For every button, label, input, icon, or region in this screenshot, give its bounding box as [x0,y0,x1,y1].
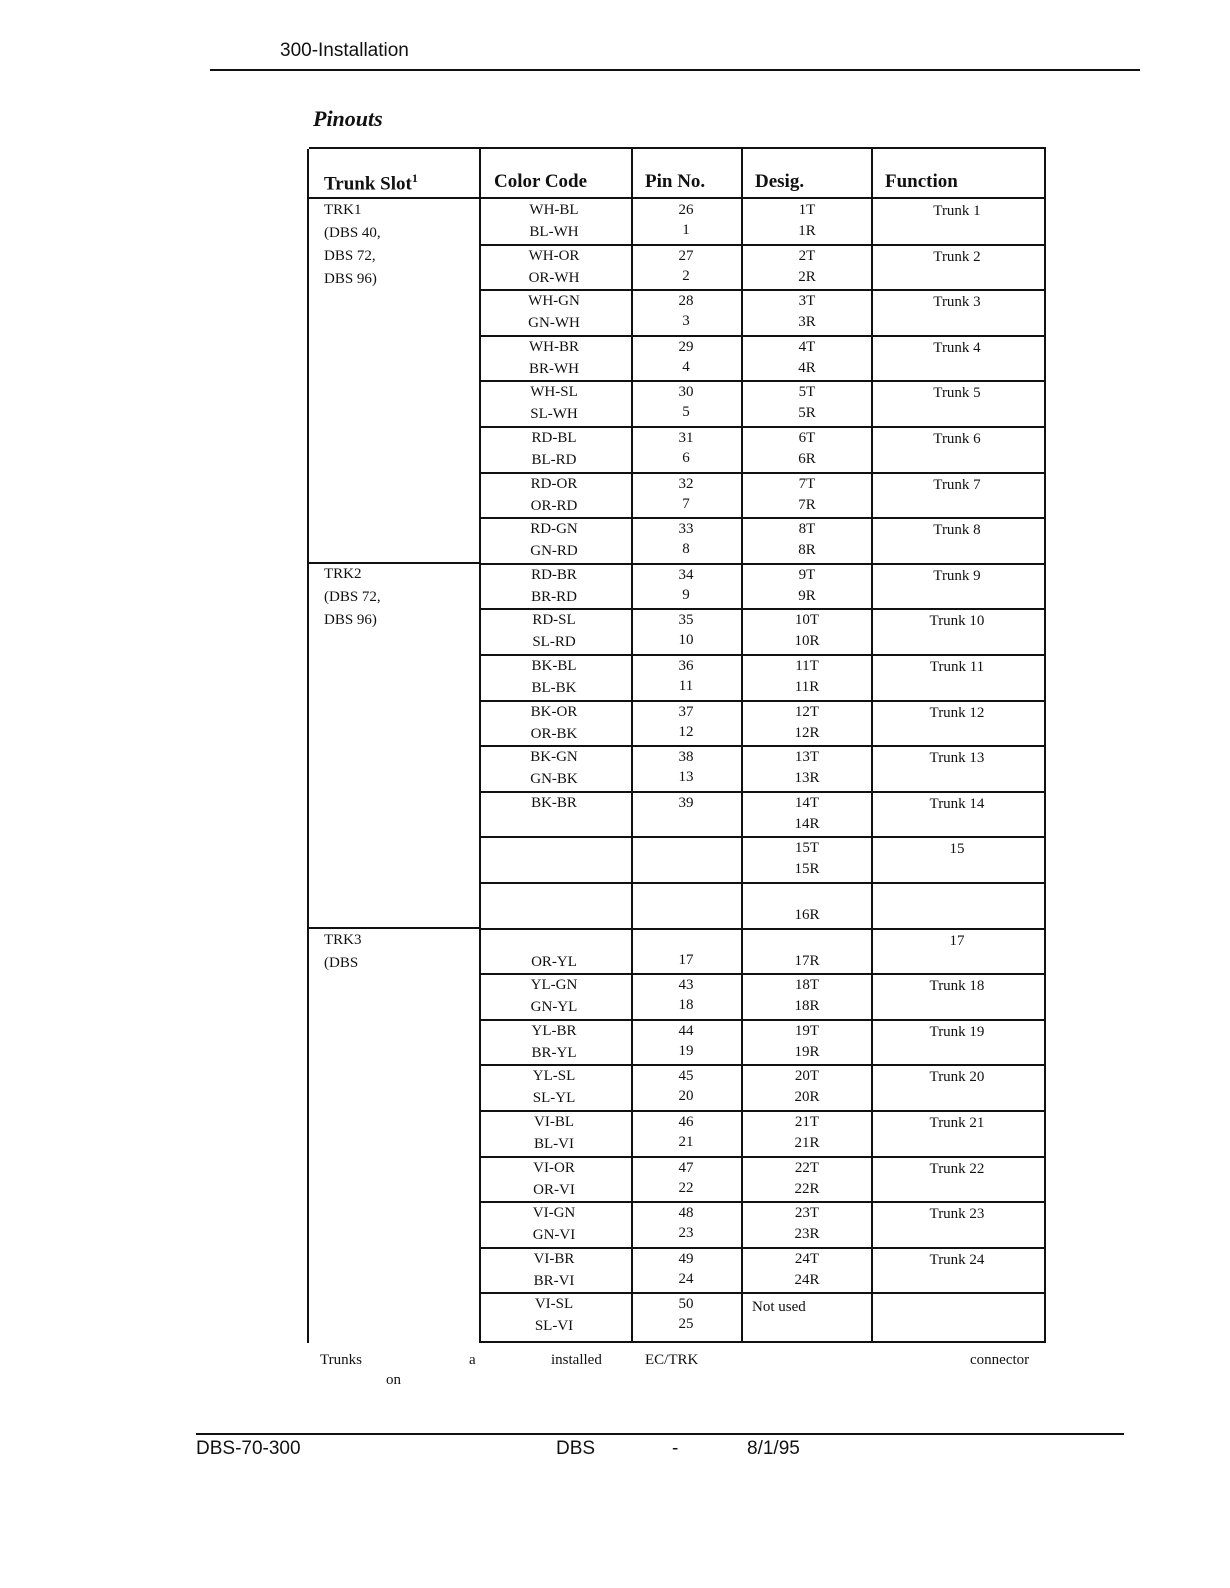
designation-cell: 13T [794,749,820,766]
designation-cell: 6R [798,451,816,467]
header-underline [309,197,1044,199]
color-code-cell: OR-RD [530,497,578,514]
function-cell: Trunk 11 [929,659,985,675]
pin-number-cell: 39 [678,794,694,811]
color-code-cell: OR-YL [531,953,577,970]
color-code-cell: WH-BR [529,338,579,355]
color-code-cell: YL-SL [532,1068,576,1085]
pin-number-cell: 38 [678,749,694,766]
slot-trk1 [324,199,381,291]
function-cell: Trunk 2 [933,248,981,265]
footnote-marker: 1 [411,171,418,185]
color-code-cell: SL-RD [532,634,576,651]
designation-cell: 17R [794,952,820,969]
color-code-cell: OR-WH [528,269,580,286]
slot-trk1-line: DBS 72, [324,248,376,264]
designation-cell: 8T [798,521,816,538]
color-code-cell: RD-BR [531,566,577,583]
function-cell: Trunk 20 [929,1069,985,1086]
function-cell: Trunk 24 [929,1251,985,1268]
row-separator [479,426,1044,428]
row-separator [479,791,1044,793]
color-code-cell: BR-VI [533,1272,575,1289]
pin-number-cell: 27 [678,247,694,264]
designation-cell: 24T [794,1250,820,1267]
row-separator [479,289,1044,291]
footer-rule [196,1433,1124,1435]
color-code-cell: BK-GN [530,749,578,766]
row-separator [479,380,1044,382]
designation-cell: 19R [794,1043,820,1060]
color-code-cell: WH-GN [528,293,580,310]
pin-number-cell: 23 [678,1225,694,1242]
designation-cell: 1T [798,202,816,218]
pin-number-cell: 26 [678,202,694,218]
function-cell: Trunk 22 [929,1160,985,1177]
row-separator [479,1064,1044,1066]
row-separator [479,1110,1044,1112]
row-separator [479,563,1044,565]
function-cell: Trunk 5 [933,385,981,402]
pin-number-cell: 21 [678,1134,694,1150]
row-separator [479,745,1044,747]
color-code-cell: GN-BK [530,771,578,788]
color-code-cell: RD-BL [531,430,577,446]
color-code-cell: BL-BK [531,680,577,696]
designation-cell: 18T [794,977,820,994]
pin-number-cell: 19 [678,1042,694,1059]
pin-number-cell: 37 [678,703,694,720]
designation-cell: 12R [794,724,820,741]
color-code-cell: BL-WH [529,224,579,240]
function-cell: Trunk 1 [933,203,981,219]
pin-number-cell: 7 [682,495,690,512]
pin-number-cell: 33 [678,521,694,538]
row-separator [479,836,1044,838]
designation-cell: 6T [798,430,816,446]
designation-cell: 20R [794,1089,820,1106]
color-code-cell: YL-GN [530,977,578,994]
pin-number-cell: 29 [678,338,694,355]
function-cell: Trunk 7 [933,476,981,493]
slot-trk2 [324,563,381,632]
designation-cell: 9R [798,587,816,604]
table-left-border [307,149,309,1343]
color-code-cell: VI-GN [532,1205,576,1222]
row-separator [479,928,1044,930]
footnote-word: installed [551,1352,602,1368]
pin-number-cell: 11 [678,678,694,694]
designation-cell: 13R [794,770,820,787]
row-separator [479,517,1044,519]
pin-number-cell: 12 [678,723,694,740]
table-bottom-border [479,1341,1044,1343]
row-separator [479,1156,1044,1158]
pin-number-cell: 3 [682,313,690,330]
designation-cell: 10R [794,633,820,650]
slot-group-separator [309,927,481,929]
designation-cell: 9T [798,566,816,583]
pin-number-cell: 6 [682,450,690,466]
designation-cell: 14T [794,794,820,811]
pin-number-cell: 46 [678,1114,694,1130]
designation-cell: 21T [794,1114,820,1130]
designation-cell: 18R [794,998,820,1015]
pin-number-cell: 34 [678,566,694,583]
pin-number-cell: 48 [678,1205,694,1222]
row-separator [479,608,1044,610]
footer-product: DBS [556,1438,596,1459]
footnote-word: a [469,1352,476,1368]
color-code-cell: BL-VI [534,1136,574,1152]
color-code-cell: SL-YL [532,1090,576,1107]
row-separator [479,1292,1044,1294]
header-function: Function [885,171,958,192]
slot-group-separator [309,562,481,564]
pin-number-cell: 1 [682,222,690,238]
color-code-cell: BK-OR [530,703,578,720]
slot-trk3 [324,929,362,975]
slot-trk2-line: DBS 96) [324,612,377,628]
pin-number-cell: 17 [678,951,694,968]
function-cell: Trunk 4 [933,339,981,356]
designation-cell: 8R [798,542,816,559]
slot-trk1-line: DBS 96) [324,271,377,287]
slot-trk3-line: TRK3 [324,932,362,948]
designation-cell: 7R [798,496,816,513]
designation-cell: 10T [794,612,820,629]
color-code-cell: BK-BR [531,794,577,811]
color-code-cell: SL-VI [534,1318,574,1335]
slot-trk1-line: (DBS 40, [324,225,381,241]
color-code-cell: WH-BL [529,202,579,218]
pin-number-cell: 22 [678,1179,694,1196]
slot-trk1-line: TRK1 [324,202,362,218]
designation-cell: 15T [794,840,820,857]
header-trunk-slot [324,171,418,195]
footer-date: 8/1/95 [747,1438,800,1459]
section-title: Pinouts [313,106,383,131]
color-code-cell: GN-VI [532,1227,576,1244]
designation-cell: 3R [798,314,816,331]
slot-trk2-line: TRK2 [324,566,362,582]
color-code-cell: GN-WH [528,315,580,332]
color-code-cell: SL-WH [530,406,578,423]
designation-cell: 15R [794,861,820,878]
pin-number-cell: 4 [682,358,690,375]
header-pin-no: Pin No. [645,171,706,192]
designation-cell: 23T [794,1205,820,1222]
pin-number-cell: 24 [678,1270,694,1287]
color-code-cell: YL-BR [531,1022,577,1039]
footnote-word: on [386,1372,401,1388]
designation-cell: 2T [798,247,816,264]
row-separator [479,1201,1044,1203]
pin-number-cell: 31 [678,430,694,446]
function-cell: Trunk 8 [933,522,981,539]
designation-cell: 4R [798,359,816,376]
color-code-cell: VI-OR [533,1159,575,1176]
color-code-cell: VI-SL [534,1296,574,1313]
row-separator [479,882,1044,884]
pin-number-cell: 5 [682,404,690,421]
color-code-cell: RD-SL [532,612,576,629]
color-code-cell: BR-WH [529,360,579,377]
color-code-cell: GN-RD [530,543,578,560]
pin-number-cell: 35 [678,612,694,629]
designation-cell: 23R [794,1226,820,1243]
slot-trk3-line: (DBS [324,955,359,971]
pin-number-cell: 44 [678,1022,694,1039]
header-desig: Desig. [755,171,805,192]
pin-number-cell: 45 [678,1068,694,1085]
function-cell: Trunk 13 [929,750,985,767]
pin-number-cell: 47 [678,1159,694,1176]
pin-number-cell: 30 [678,384,694,401]
color-code-cell: OR-BK [530,725,578,742]
function-cell: 17 [949,932,965,949]
designation-cell: 22R [794,1180,820,1197]
pin-number-cell: 50 [678,1296,694,1313]
row-separator [479,654,1044,656]
designation-cell: 11T [795,658,819,674]
header-rule [210,69,1140,71]
function-cell: Trunk 6 [933,431,981,447]
function-cell: Trunk 3 [933,294,981,311]
pin-number-cell: 36 [678,658,694,674]
pinout-table [309,147,1046,1343]
designation-cell: 16R [794,907,820,923]
page-header: 300-Installation [280,40,409,61]
footer-dash: - [672,1438,679,1459]
row-separator [479,244,1044,246]
row-separator [479,1019,1044,1021]
pin-number-cell: 9 [682,586,690,603]
row-separator [479,700,1044,702]
function-cell: Trunk 10 [929,613,985,630]
function-cell: Trunk 12 [929,704,985,721]
row-separator [479,1247,1044,1249]
footnote-word: EC/TRK [645,1352,699,1368]
designation-cell: 11R [794,679,820,695]
pin-number-cell: 10 [678,632,694,649]
designation-cell: 2R [798,268,816,285]
function-cell: Trunk 14 [929,795,985,812]
designation-cell: 5R [798,405,816,422]
pin-number-cell: 49 [678,1250,694,1267]
color-code-cell: VI-BL [534,1114,574,1130]
color-code-cell: BL-RD [531,452,577,468]
row-separator [479,973,1044,975]
designation-cell: 21R [794,1135,820,1151]
color-code-cell: BR-RD [531,588,577,605]
row-separator [479,335,1044,337]
designation-cell: 12T [794,703,820,720]
color-code-cell: WH-OR [528,247,580,264]
function-cell: 15 [949,841,965,858]
footnote-word: connector [970,1352,1030,1368]
slot-trk2-line: (DBS 72, [324,589,381,605]
pin-number-cell: 18 [678,997,694,1014]
footer-doc-number: DBS-70-300 [196,1438,301,1459]
pin-number-cell: 32 [678,475,694,492]
function-cell: Trunk 23 [929,1206,985,1223]
color-code-cell: VI-BR [533,1250,575,1267]
designation-cell: 3T [798,293,816,310]
designation-cell: 14R [794,815,820,832]
function-cell: Trunk 21 [929,1115,985,1131]
color-code-cell: GN-YL [530,999,578,1016]
color-code-cell: BK-BL [531,658,577,674]
color-code-cell: RD-OR [530,475,578,492]
designation-cell: 22T [794,1159,820,1176]
designation-cell: 1R [798,223,816,239]
color-code-cell: BR-YL [531,1044,577,1061]
pin-number-cell: 43 [678,977,694,994]
designation-cell: 7T [798,475,816,492]
color-code-cell: OR-VI [533,1181,575,1198]
not-used-note: Not used [752,1299,806,1315]
pin-number-cell: 8 [682,541,690,558]
function-cell: Trunk 19 [929,1023,985,1040]
color-code-cell: WH-SL [530,384,578,401]
function-cell: Trunk 9 [933,567,981,584]
color-code-cell: RD-GN [530,521,578,538]
pin-number-cell: 2 [682,267,690,284]
header-color-code: Color Code [494,171,588,192]
pin-number-cell: 28 [678,293,694,310]
pin-number-cell: 20 [678,1088,694,1105]
designation-cell: 24R [794,1271,820,1288]
pin-number-cell: 25 [678,1316,694,1333]
designation-cell: 5T [798,384,816,401]
designation-cell: 19T [794,1022,820,1039]
footnote-word: Trunks [320,1352,362,1368]
function-cell: Trunk 18 [929,978,985,995]
row-separator [479,472,1044,474]
designation-cell: 20T [794,1068,820,1085]
designation-cell: 4T [798,338,816,355]
pin-number-cell: 13 [678,769,694,786]
header-trunk-slot-label: Trunk Slot [324,173,412,195]
